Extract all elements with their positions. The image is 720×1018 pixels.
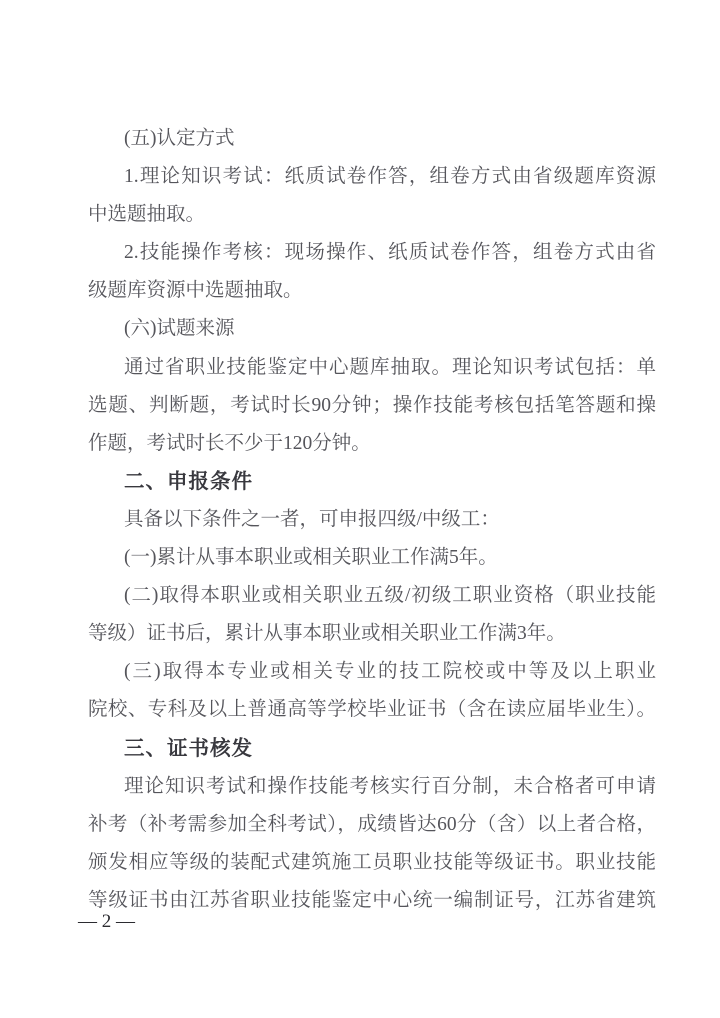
text-line: 等级）证书后，累计从事本职业或相关职业工作满3年。 (88, 623, 566, 645)
text-line: 作题，考试时长不少于120分钟。 (88, 432, 371, 454)
text-line: 2.技能操作考核：现场操作、纸质试卷作答，组卷方式由省 (124, 242, 656, 264)
text-line: 补考（补考需参加全科考试），成绩皆达60分（含）以上者合格， (88, 813, 656, 835)
text-line: (一)累计从事本职业或相关职业工作满5年。 (124, 547, 498, 569)
text-line: (二)取得本职业或相关职业五级/初级工职业资格（职业技能 (124, 585, 656, 607)
document-body (88, 120, 656, 920)
section-heading: 三、证书核发 (124, 736, 253, 760)
text-line: 选题、判断题，考试时长90分钟；操作技能考核包括笔答题和操 (88, 394, 656, 416)
text-line: 通过省职业技能鉴定中心题库抽取。理论知识考试包括：单 (124, 356, 656, 378)
text-line: 中选题抽取。 (88, 204, 206, 226)
text-line: 理论知识考试和操作技能考核实行百分制，未合格者可申请 (124, 775, 656, 797)
text-line: 具备以下条件之一者，可申报四级/中级工： (124, 508, 500, 530)
text-line: (五)认定方式 (124, 128, 235, 149)
text-line: (三)取得本专业或相关专业的技工院校或中等及以上职业 (124, 661, 656, 683)
text-line: 院校、专科及以上普通高等学校毕业证书（含在读应届毕业生）。 (88, 699, 656, 721)
text-line: 颁发相应等级的装配式建筑施工员职业技能等级证书。职业技能 (88, 851, 656, 873)
text-line: 级题库资源中选题抽取。 (88, 280, 303, 302)
page-number: — 2 — (78, 911, 135, 932)
text-line: 等级证书由江苏省职业技能鉴定中心统一编制证号，江苏省建筑 (88, 889, 656, 911)
section-heading: 二、申报条件 (124, 469, 253, 493)
text-line: 1.理论知识考试：纸质试卷作答，组卷方式由省级题库资源 (124, 166, 656, 188)
text-line: (六)试题来源 (124, 318, 235, 340)
